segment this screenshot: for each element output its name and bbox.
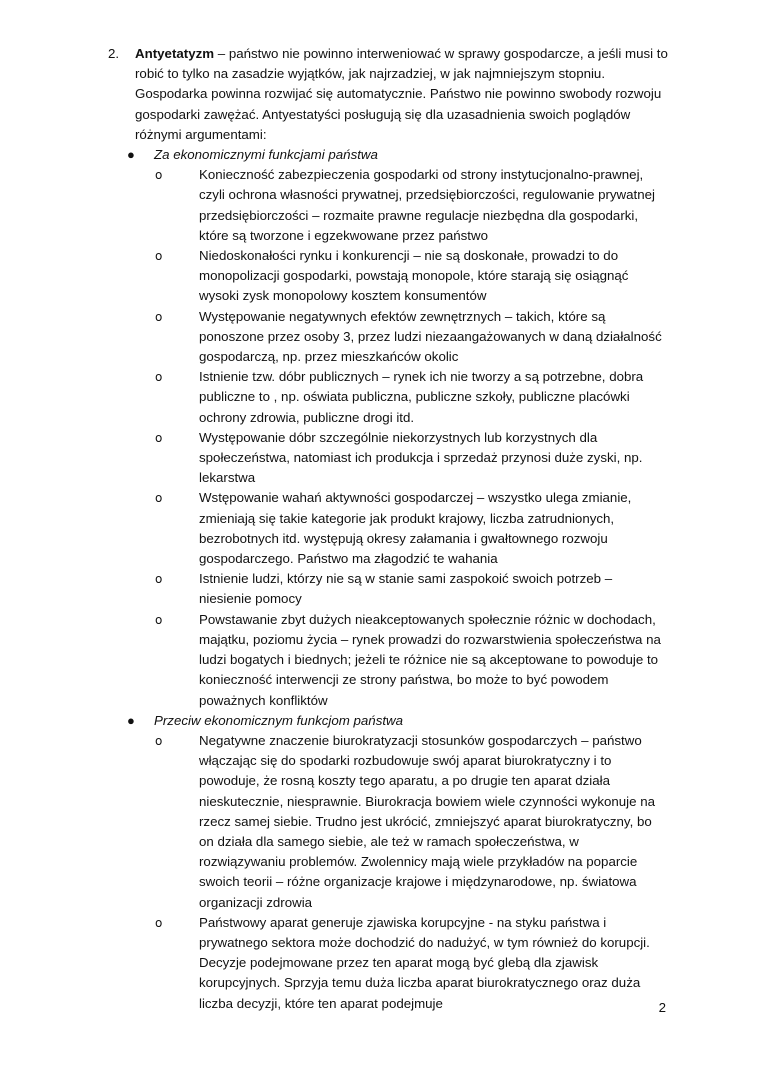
sub-list-text: Występowanie dóbr szczególnie niekorzystnych lub korzystnych dla społeczeństwa, natomiast ich produkcja i sprzedaż przynosi duże zyski, np. lekarstwa [199, 429, 643, 486]
sub-list-item [155, 246, 668, 307]
list-item-antyetatyzm [108, 44, 668, 1014]
sub-list-item [155, 569, 668, 609]
item-intro [135, 44, 668, 145]
circle-bullet-icon: o [155, 370, 163, 385]
sub-list-against [155, 731, 668, 1014]
bullet-block-against [127, 711, 668, 1014]
sub-list-item [155, 488, 668, 569]
circle-bullet-icon: o [155, 612, 163, 627]
bullet-dot-icon: ● [127, 147, 135, 163]
circle-bullet-icon: o [155, 491, 163, 506]
circle-bullet-icon: o [155, 915, 163, 930]
circle-bullet-icon: o [155, 168, 163, 183]
bullet-block-for [127, 145, 668, 711]
sub-list-item [155, 610, 668, 711]
bullet-row [127, 711, 668, 731]
item-body [135, 44, 668, 145]
sub-list-text: Wstępowanie wahań aktywności gospodarczej – wszystko ulega zmianie, zmieniają się takie kategorie jak produkt krajowy, liczba zatrudnionych, bezrobotnych itd. występują okresy załamania i gwałtownego rozwoju gospodarczego. Państwo ma złagodzić te wahania [199, 490, 632, 567]
sub-list-item [155, 913, 668, 1014]
circle-bullet-icon: o [155, 572, 163, 587]
sub-list-text: Istnienie ludzi, którzy nie są w stanie sami zaspokoić swoich potrzeb – niesienie pomocy [199, 571, 613, 607]
sub-list-text: Państwowy aparat generuje zjawiska korupcyjne - na styku państwa i prywatnego sektora może dochodzić do nadużyć, w tym również do korupcji. Decyzje podejmowane przez ten aparat mogą być glebą dla zjawisk korupcyjnych. Sprzyja temu duża liczba aparat biurokratycznego oraz duża liczba decyzji, które ten aparat podejmuje [199, 914, 650, 1011]
page-number: 2 [658, 1000, 666, 1015]
item-term: Antyetatyzm [135, 46, 215, 61]
sub-list-item [155, 165, 668, 246]
sub-list-item [155, 731, 668, 913]
circle-bullet-icon: o [155, 733, 163, 748]
sub-list-item [155, 428, 668, 489]
circle-bullet-icon: o [155, 249, 163, 264]
sub-list-for [155, 165, 668, 710]
item-number: 2. [108, 46, 120, 61]
bullet-dot-icon: ● [127, 712, 135, 728]
sub-list-item [155, 367, 668, 428]
bullet-title: Za ekonomicznymi funkcjami państwa [154, 147, 378, 163]
item-intro-text: – państwo nie powinno interweniować w sprawy gospodarcze, a jeśli musi to robić to tylko na zasadzie wyjątków, jak najrzadziej, w jak najmniejszym stopniu. Gospodarka powinna rozwijać się automatycznie. Państwo nie powinno swobody rozwoju gospodarki zawężać. Antyestatyści posługują się dla uzasadnienia swoich poglądów różnymi argumentami: [135, 46, 668, 142]
sub-list-text: Niedoskonałości rynku i konkurencji – nie są doskonałe, prowadzi to do monopolizacji gospodarki, powstają monopole, które starają się osiągnąć wysoki zysk monopolowy kosztem konsumentów [199, 248, 629, 304]
circle-bullet-icon: o [155, 309, 163, 324]
sub-list-text: Konieczność zabezpieczenia gospodarki od strony instytucjonalno-prawnej, czyli ochrona własności prywatnej, przedsiębiorczości, regulowanie prywatnej przedsiębiorczości – rozmaite prawne regulacje niezbędna dla gospodarki, które są tworzone i egzekwowane przez państwo [199, 167, 655, 243]
bullet-title: Przeciw ekonomicznym funkcjom państwa [154, 712, 404, 728]
sub-list-text: Powstawanie zbyt dużych nieakceptowanych społecznie różnic w dochodach, majątku, poziomu życia – rynek prowadzi do rozwarstwienia społeczeństwa na ludzi bogatych i biednych; jeżeli te różnice nie są akceptowane to powoduje to konieczność interwencji ze strony państwa, bo może to być powodem poważnych konfliktów [199, 611, 661, 708]
bullet-row [127, 145, 668, 165]
sub-list-text: Występowanie negatywnych efektów zewnętrznych – takich, które są ponoszone przez osoby 3, przez ludzi niezaangażowanych w daną działalność gospodarczą, np. przez mieszkańców okolic [199, 308, 662, 365]
circle-bullet-icon: o [155, 430, 163, 445]
sub-list-text: Negatywne znaczenie biurokratyzacji stosunków gospodarczych – państwo włączając się do spodarki rozbudowuje swój aparat biurokratyczny i to powoduje, że rosną koszty tego aparatu, a po drugie ten aparat działa nieskutecznie, niesprawnie. Biurokracja bowiem wiele czynności wykonuje na rzecz samej siebie. Trudno jest ukrócić, zmniejszyć aparat biurokratyczny, bo on działa dla samego siebie, ale też w ramach społeczeństwa, w rozwiązywaniu problemów. Zwolennicy mają wiele przykładów na poparcie swoich teorii – różne organizacje krajowe i międzynarodowe, np. światowa organizacji zdrowia [199, 732, 656, 910]
sub-list-text: Istnienie tzw. dóbr publicznych – rynek ich nie tworzy a są potrzebne, dobra publiczne to , np. oświata publiczna, publiczne szkoły, publiczne placówki ochrony zdrowia, publiczne drogi itd. [199, 369, 644, 425]
sub-list-item [155, 307, 668, 368]
